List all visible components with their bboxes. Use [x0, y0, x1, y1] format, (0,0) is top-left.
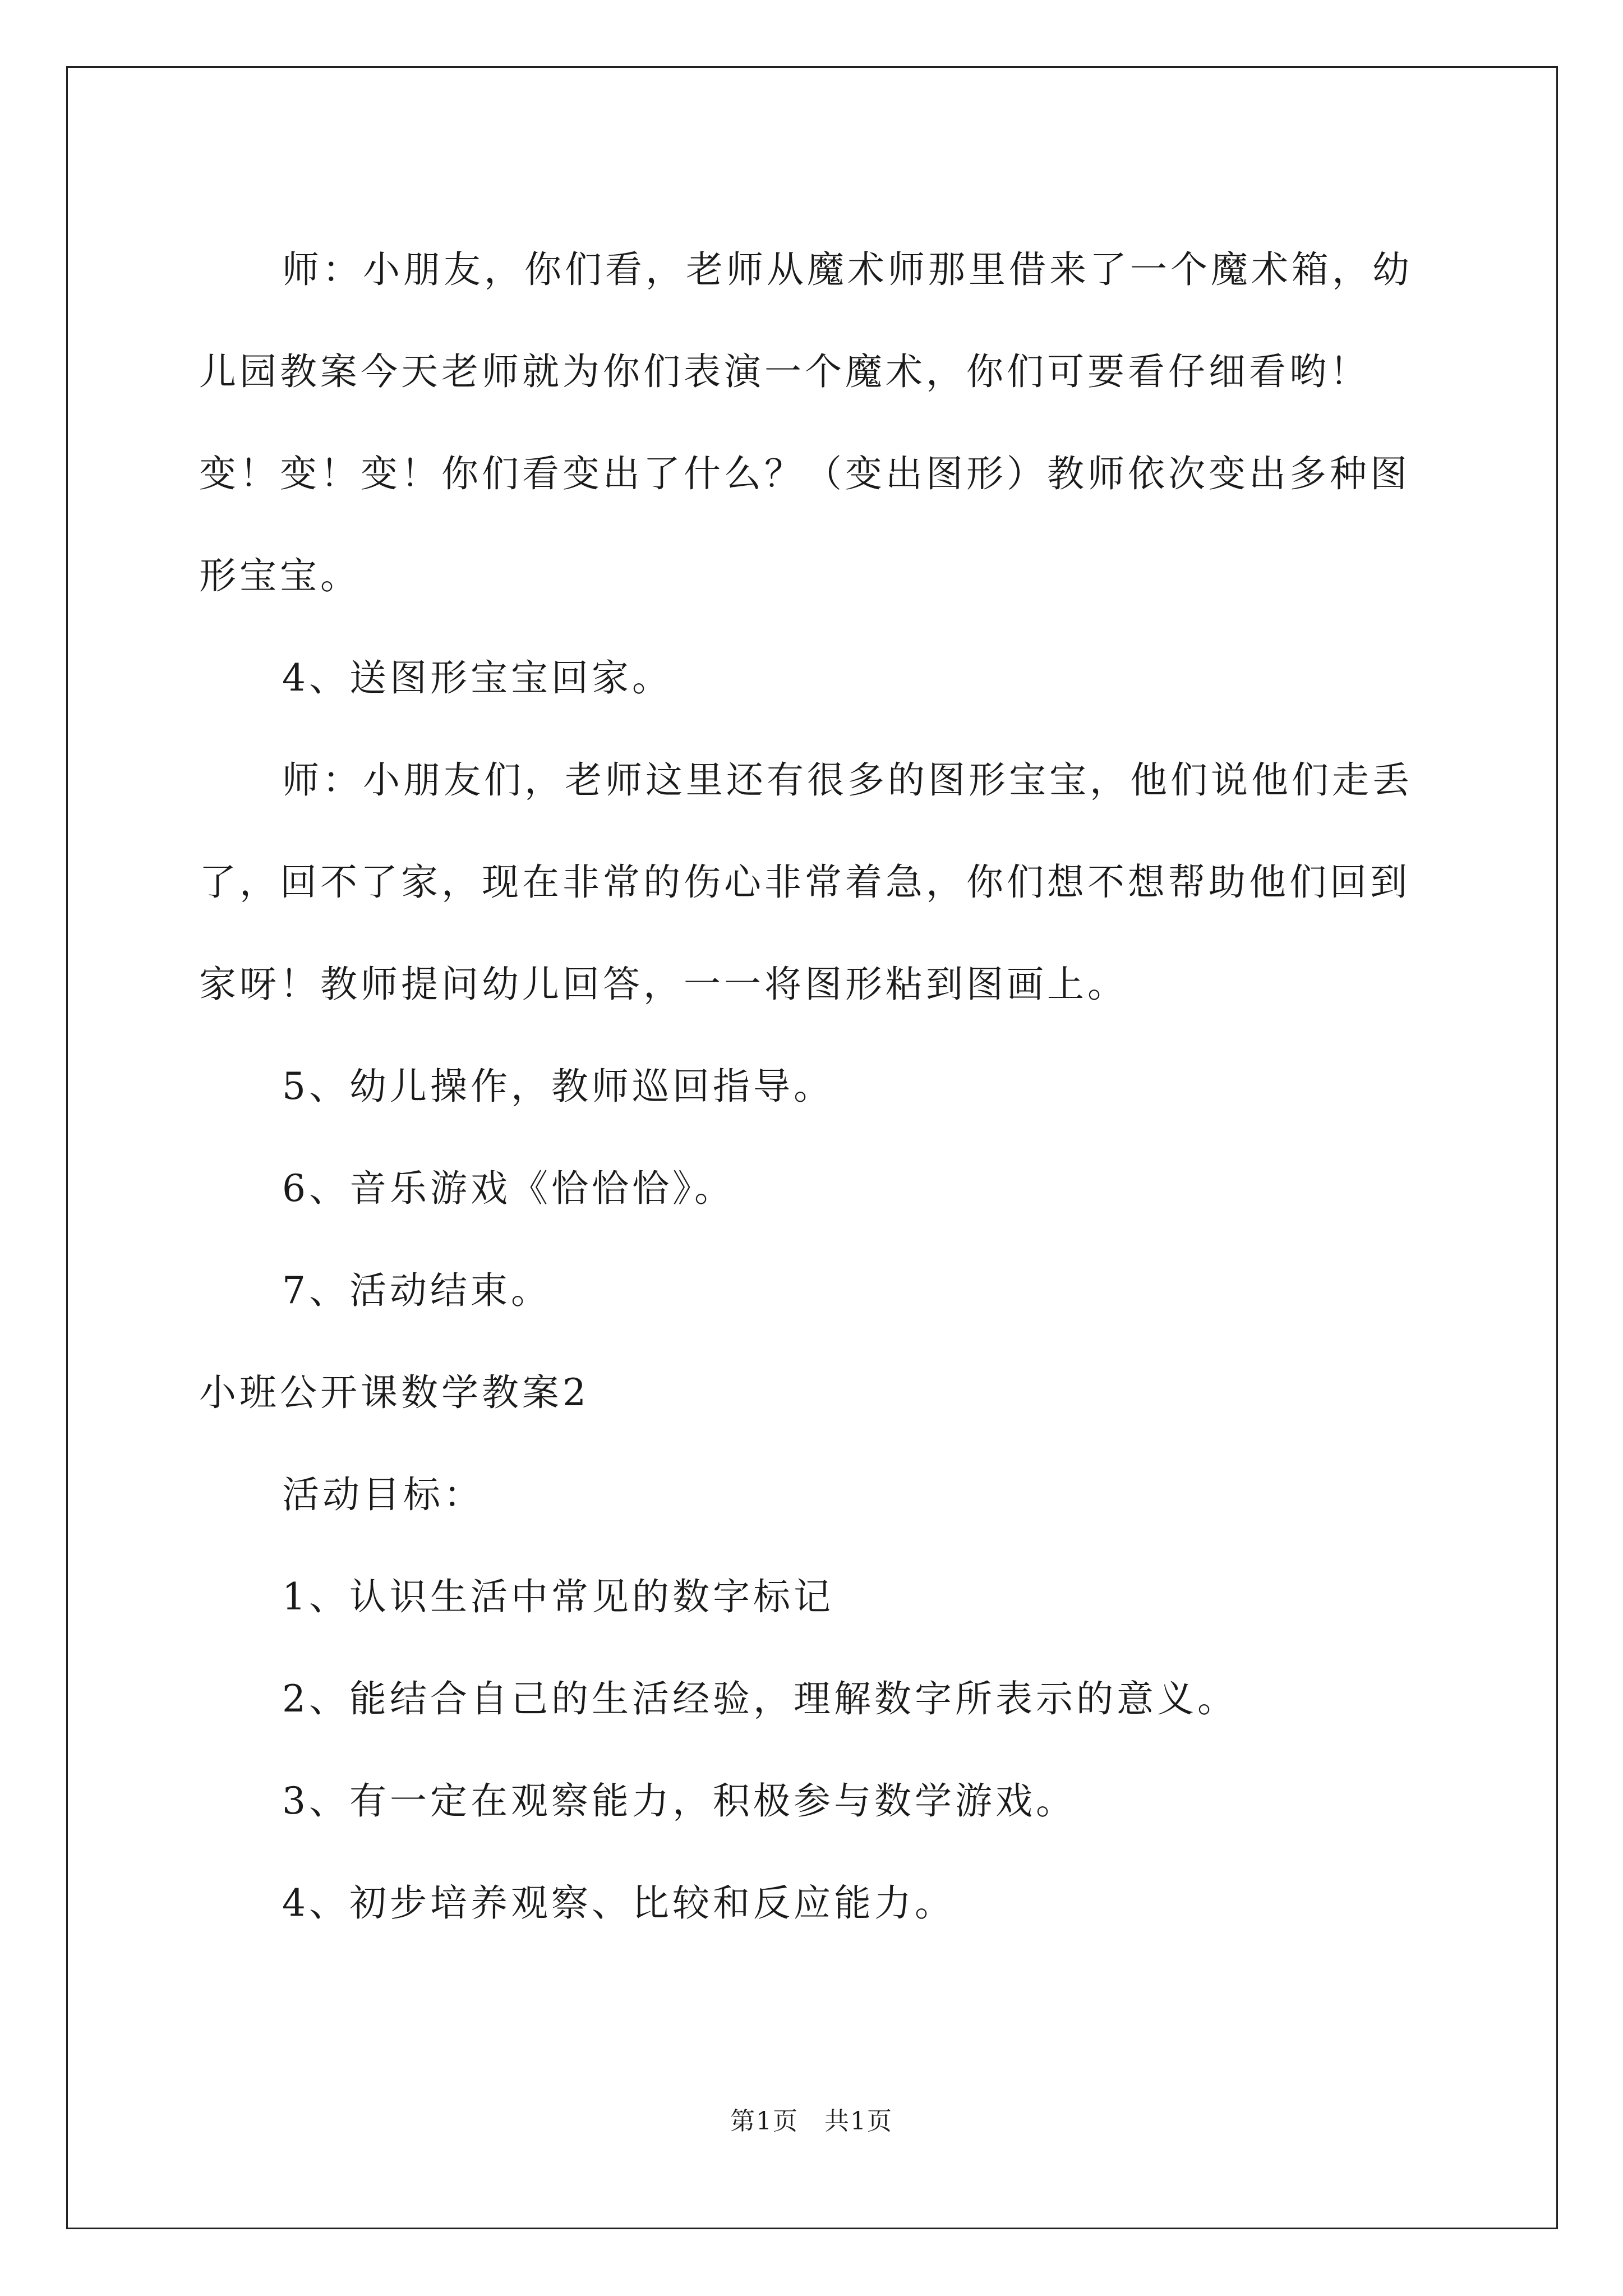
paragraph-step-5: 5、幼儿操作，教师巡回指导。: [282, 1065, 834, 1108]
paragraph-teacher-dialogue: 师：小朋友们，老师这里还有很多的图形宝宝，他们说他们走丢了，回不了家，现在非常的伤心非常着急，你们想不想帮助他们回到家呀！教师提问幼儿回答，一一将图形粘到图画上。: [199, 758, 1413, 1006]
paragraph-goal-1: 1、认识生活中常见的数字标记: [282, 1575, 834, 1618]
paragraph-goal-3: 3、有一定在观察能力，积极参与数学游戏。: [282, 1779, 1076, 1823]
section-heading: 小班公开课数学教案2: [199, 1371, 589, 1414]
paragraph-step-7: 7、活动结束。: [282, 1269, 551, 1312]
paragraph-intro-dialogue: 师：小朋友，你们看，老师从魔术师那里借来了一个魔术箱，幼儿园教案今天老师就为你们表演一个魔术，你们可要看仔细看哟！变！变！变！你们看变出了什么？（变出图形）教师依次变出多种图形宝宝。: [199, 248, 1413, 597]
paragraph-goals-label: 活动目标：: [282, 1473, 484, 1516]
document-body: [199, 219, 1433, 1954]
paragraph-step-4: 4、送图形宝宝回家。: [282, 656, 672, 700]
page-footer: 第1页 共1页: [730, 2107, 893, 2136]
paragraph-goal-4: 4、初步培养观察、比较和反应能力。: [282, 1881, 955, 1925]
paragraph-goal-2: 2、能结合自己的生活经验，理解数字所表示的意义。: [282, 1677, 1238, 1720]
paragraph-step-6: 6、音乐游戏《恰恰恰》。: [282, 1167, 735, 1210]
